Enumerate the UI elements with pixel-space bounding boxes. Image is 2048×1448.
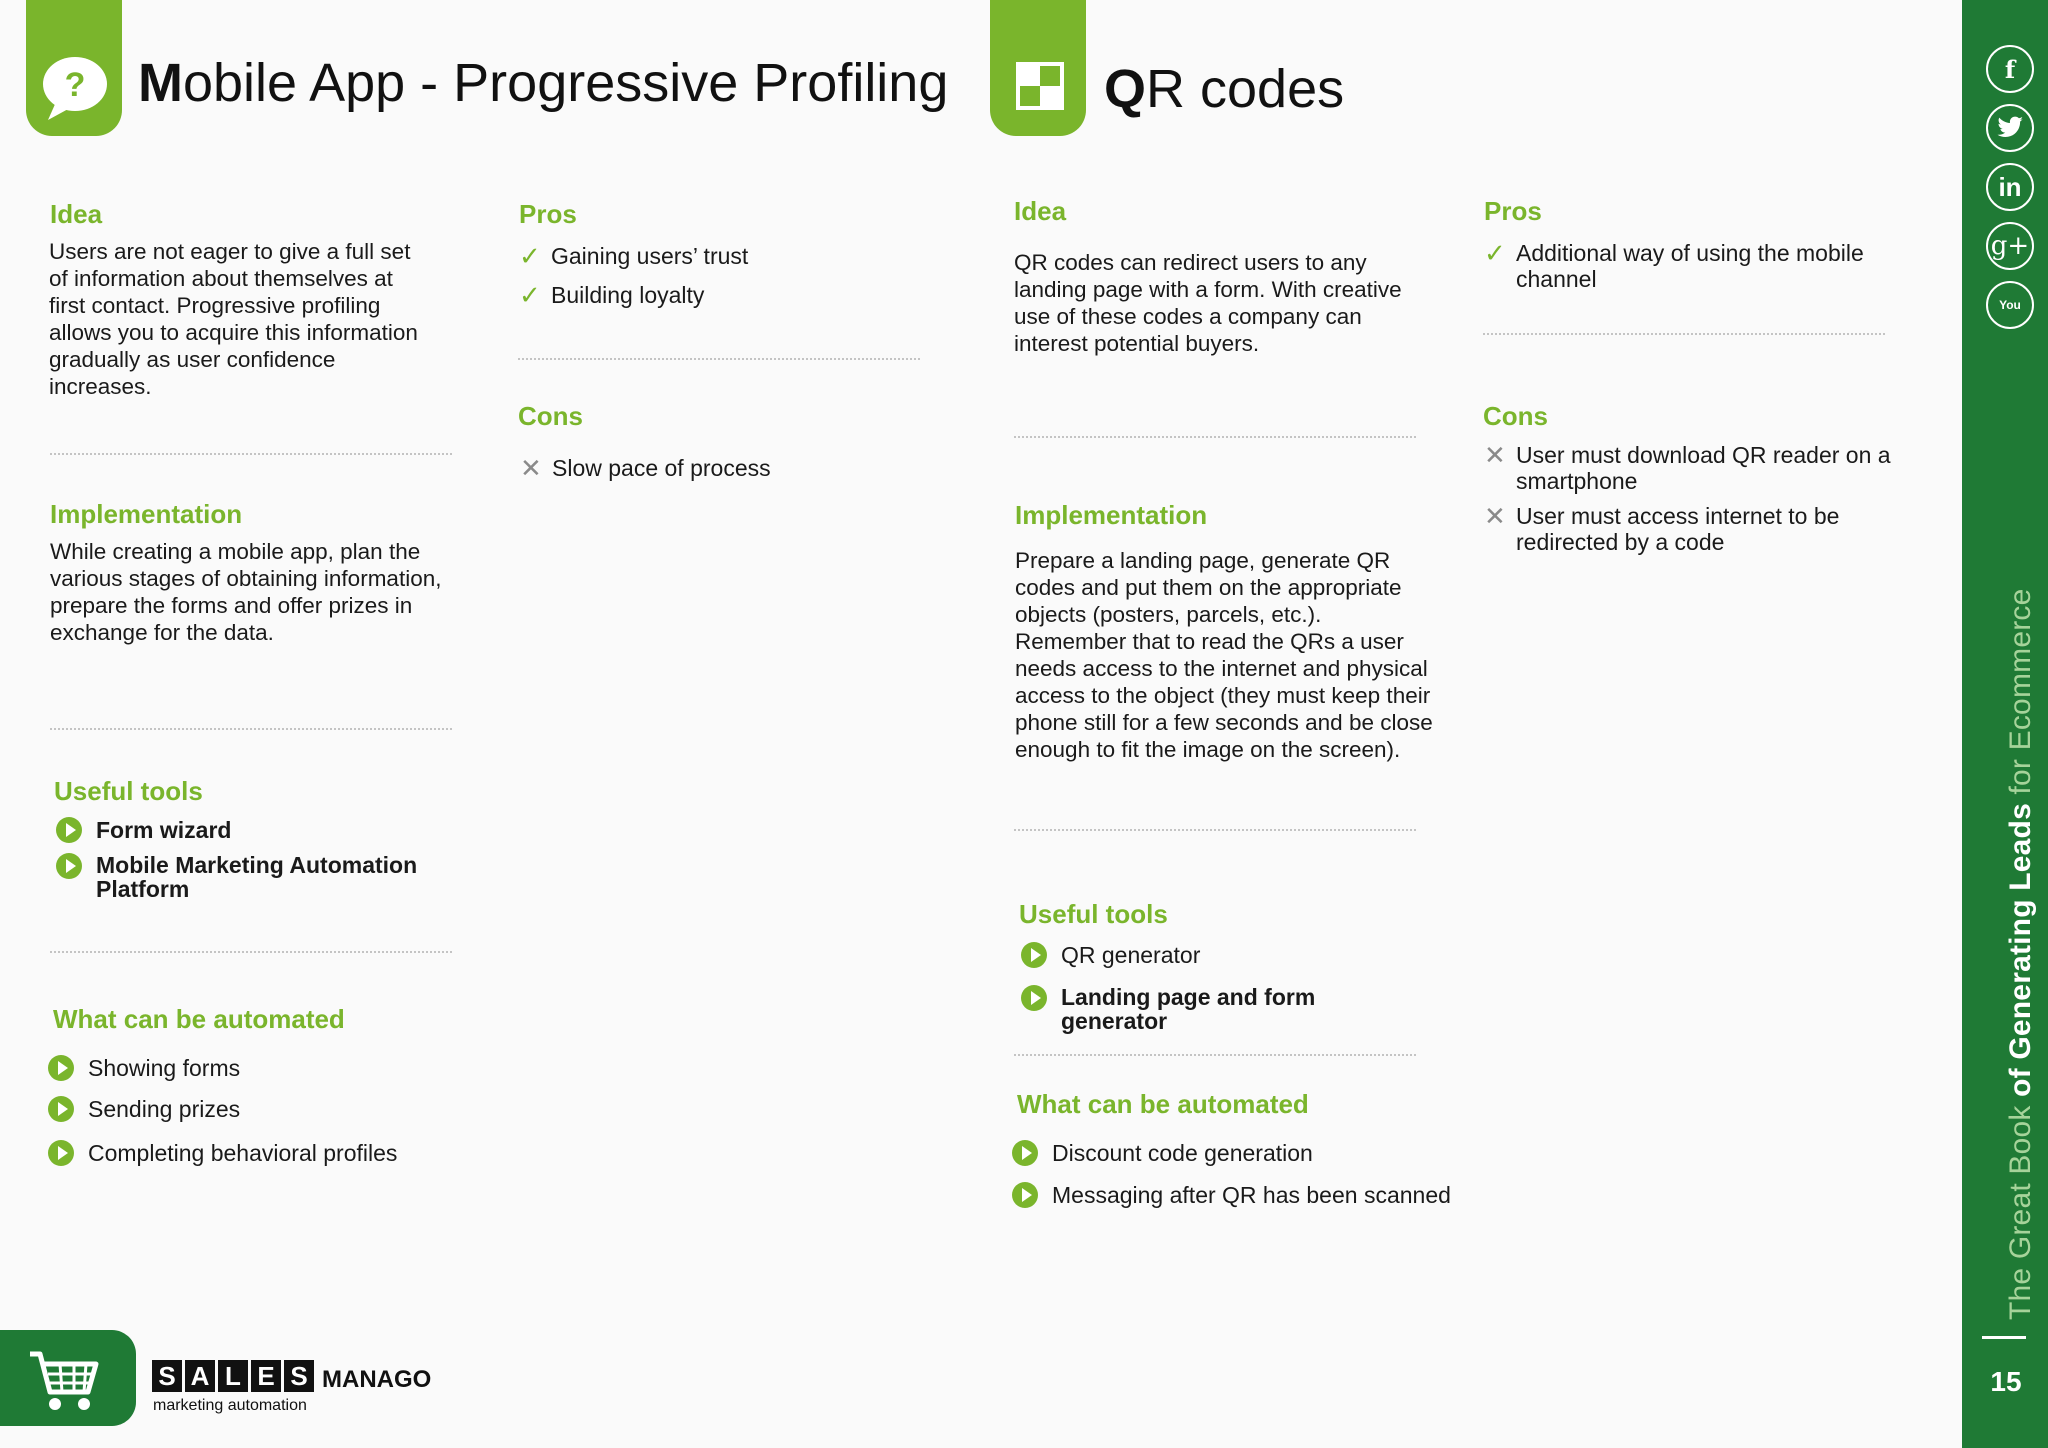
cart-tab (0, 1330, 136, 1426)
book-title-vertical (2004, 589, 2038, 1320)
page-number: 15 (1990, 1366, 2022, 1397)
divider (1014, 436, 1416, 438)
text-line: objects (posters, parcels, etc.). (1015, 602, 1322, 627)
logo-letter: E (251, 1360, 281, 1392)
play-bullet-icon (1021, 985, 1047, 1011)
twitter-icon[interactable] (1986, 104, 2034, 152)
title-initial: M (138, 53, 183, 113)
divider (1014, 1054, 1416, 1056)
automation-heading: What can be automated (1017, 1089, 1309, 1119)
play-bullet-icon (1021, 942, 1047, 968)
divider (50, 453, 452, 455)
logo-letter: A (185, 1360, 215, 1392)
logo-tagline: marketing automation (153, 1397, 307, 1414)
text-line: gradually as user confidence (49, 347, 336, 372)
automation-item (1012, 1140, 1313, 1166)
svg-text:?: ? (64, 66, 86, 104)
text-line: codes and put them on the appropriate (1015, 575, 1402, 600)
cons-label (1516, 442, 1891, 494)
cons-item (520, 455, 771, 481)
cons-label-line: User must download QR reader on a (1516, 442, 1891, 468)
title-rest: R codes (1146, 59, 1345, 119)
text-line: Prepare a landing page, generate QR (1015, 548, 1391, 573)
text-line: exchange for the data. (50, 620, 274, 645)
tool-label: Form wizard (96, 817, 232, 843)
play-bullet-icon (48, 1140, 74, 1166)
divider (1014, 829, 1416, 831)
divider (518, 358, 920, 360)
implementation-text (1015, 547, 1455, 763)
cross-icon: ✕ (1484, 501, 1506, 531)
cons-item (1484, 442, 1891, 494)
logo-letter: S (152, 1360, 182, 1392)
cons-label: Slow pace of process (552, 455, 771, 481)
play-bullet-icon (48, 1055, 74, 1081)
question-bubble-icon (26, 0, 122, 136)
play-bullet-icon (48, 1096, 74, 1122)
qr-tab (990, 0, 1086, 136)
automation-label: Showing forms (88, 1055, 241, 1081)
title-initial: Q (1104, 59, 1147, 119)
logo-letter: L (218, 1360, 248, 1392)
twitter-bird-icon (1996, 116, 2024, 140)
title-rest: obile App - Progressive Profiling (182, 53, 949, 113)
useful-tools-heading: Useful tools (1019, 899, 1168, 929)
tool-item (1021, 985, 1315, 1033)
cons-heading: Cons (518, 401, 583, 431)
tool-label-line: generator (1061, 1008, 1168, 1034)
automation-item (48, 1096, 240, 1122)
linkedin-icon[interactable]: in (1986, 163, 2034, 211)
cons-label-line: User must access internet to be (1516, 503, 1840, 529)
text-line: Remember that to read the QRs a user (1015, 629, 1404, 654)
play-bullet-icon (1012, 1140, 1038, 1166)
youtube-icon[interactable]: You (1986, 281, 2034, 329)
tool-item (56, 853, 417, 901)
divider (50, 728, 452, 730)
tool-item (1021, 942, 1200, 968)
tool-item (56, 817, 231, 843)
pros-item (1484, 240, 1864, 292)
text-line: allows you to acquire this information (49, 320, 418, 345)
page-title-left (138, 52, 948, 114)
useful-tools-heading: Useful tools (54, 776, 203, 806)
play-bullet-icon (56, 817, 82, 843)
cons-label (1516, 503, 1839, 555)
check-icon: ✓ (519, 280, 541, 310)
cons-label-line: redirected by a code (1516, 529, 1725, 555)
speech-bubble-tab (26, 0, 122, 136)
automation-label: Completing behavioral profiles (88, 1140, 398, 1166)
text-line: enough to fit the image on the screen). (1015, 737, 1401, 762)
text-line: increases. (49, 374, 152, 399)
cross-icon: ✕ (1484, 440, 1506, 470)
tool-label: QR generator (1061, 942, 1201, 968)
book-title-part: for Ecommerce (2004, 588, 2037, 804)
automation-item (48, 1055, 240, 1081)
text-line: of information about themselves at (49, 266, 393, 291)
pros-item (519, 282, 704, 308)
text-line: QR codes can redirect users to any (1014, 250, 1367, 275)
text-line: While creating a mobile app, plan the (50, 539, 421, 564)
text-line: phone still for a few seconds and be close (1015, 710, 1433, 735)
idea-heading: Idea (1014, 196, 1067, 226)
text-line: access to the object (they must keep their (1015, 683, 1431, 708)
pros-item (519, 243, 748, 269)
tool-label-line: Landing page and form (1061, 984, 1316, 1010)
page-title-right (1104, 58, 1344, 120)
pros-label-line: channel (1516, 266, 1597, 292)
logo-manago-text: MANAGO (322, 1366, 432, 1393)
text-line: prepare the forms and offer prizes in (50, 593, 413, 618)
facebook-icon[interactable]: f (1986, 45, 2034, 93)
pros-label (1516, 240, 1864, 292)
idea-text (49, 238, 449, 400)
play-bullet-icon (1012, 1182, 1038, 1208)
divider (1483, 333, 1885, 335)
sidebar-divider (1982, 1336, 2026, 1339)
tool-label-line: Platform (96, 876, 190, 902)
pros-heading: Pros (519, 199, 577, 229)
automation-item (1012, 1182, 1451, 1208)
automation-label: Sending prizes (88, 1096, 241, 1122)
idea-text (1014, 249, 1434, 357)
cons-item (1484, 503, 1839, 555)
automation-label: Messaging after QR has been scanned (1052, 1182, 1451, 1208)
text-line: Users are not eager to give a full set (49, 239, 411, 264)
book-title-part: of Generating Leads (2004, 803, 2037, 1097)
divider (50, 951, 452, 953)
text-line: use of these codes a company can (1014, 304, 1362, 329)
automation-label: Discount code generation (1052, 1140, 1313, 1166)
text-line: first contact. Progressive profiling (49, 293, 381, 318)
pros-heading: Pros (1484, 196, 1542, 226)
qr-code-icon (990, 0, 1086, 136)
pros-label: Building loyalty (551, 282, 705, 308)
play-bullet-icon (56, 853, 82, 879)
automation-heading: What can be automated (53, 1004, 345, 1034)
check-icon: ✓ (519, 241, 541, 271)
logo-letter: S (284, 1360, 314, 1392)
implementation-heading: Implementation (50, 499, 243, 529)
text-line: various stages of obtaining information, (50, 566, 442, 591)
implementation-heading: Implementation (1015, 500, 1208, 530)
check-icon: ✓ (1484, 238, 1506, 268)
pros-label: Gaining users’ trust (551, 243, 749, 269)
book-title-part: The Great Book (2004, 1096, 2037, 1320)
tool-label-line: Mobile Marketing Automation (96, 852, 418, 878)
cons-label-line: smartphone (1516, 468, 1638, 494)
text-line: landing page with a form. With creative (1014, 277, 1402, 302)
pros-label-line: Additional way of using the mobile (1516, 240, 1864, 266)
cons-heading: Cons (1483, 401, 1548, 431)
text-line: needs access to the internet and physical (1015, 656, 1428, 681)
idea-heading: Idea (50, 199, 103, 229)
cross-icon: ✕ (520, 453, 542, 483)
automation-item (48, 1140, 397, 1166)
googleplus-icon[interactable]: g+ (1986, 222, 2034, 270)
text-line: interest potential buyers. (1014, 331, 1260, 356)
tool-label (1061, 985, 1315, 1033)
implementation-text (50, 538, 460, 646)
salesmanago-logo (152, 1360, 314, 1392)
shopping-cart-icon (0, 1330, 136, 1426)
tool-label (96, 853, 417, 901)
